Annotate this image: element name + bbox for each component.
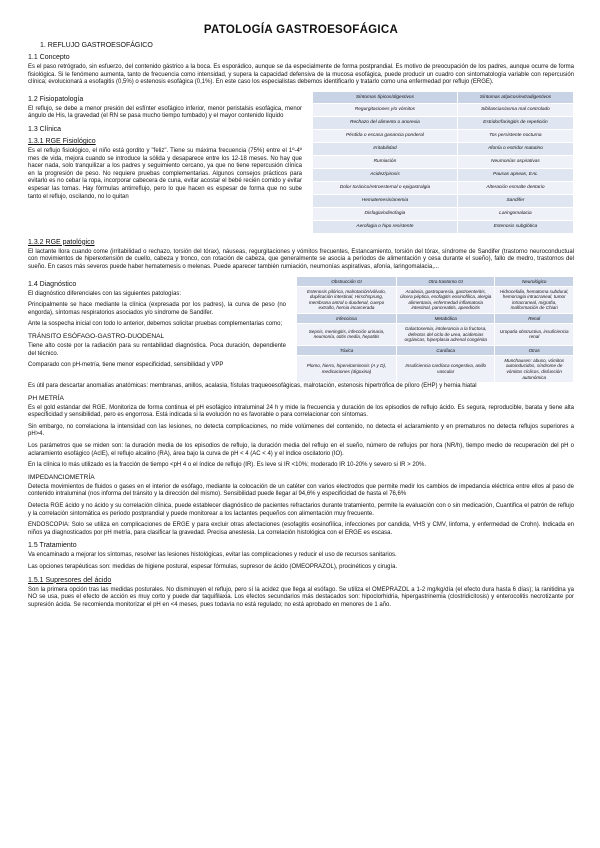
fisio-text-column bbox=[28, 91, 302, 234]
subsection-heading: 1.5 Tratamiento bbox=[28, 542, 77, 550]
table-row bbox=[313, 181, 574, 194]
paragraph: Va encaminado a mejorar los síntomas, resolver las lesiones histológicas, evitar las complicaciones y reducir el uso de recursos sanitarios. bbox=[28, 552, 397, 559]
table-row bbox=[313, 155, 574, 168]
table-row bbox=[313, 194, 574, 207]
table-cell: Uropatía obstructiva, insuficiencia renal bbox=[495, 323, 574, 345]
paragraph: Es el reflujo fisiológico, el niño está gordito y "feliz". Tiene su máxima frecuencia (75%) entre el 1º-4º mes de vida, mejora cuando se introduce la sólida y desaparece entre los 12-18 meses. No hay que hacer nada, solo tranquilizar a los padres y seguimiento cercano, ya que no tiene repercusión clínica en la progresión de peso. No requiere pruebas complementarias. Algunos consejos prácticos para evitarlo es no cebar la ropa, incorporar cabecera de cuna, evitar acostar el bebé recién comido y evitar espesar las tomas. Hay fórmulas antirreflujo, pero lo que hacen es espesar de forma que no sube tanto el reflujo, oscilando, no lo quitan bbox=[28, 147, 302, 200]
paragraph: Detecta RGE ácido y no ácido y su correlación clínica, puede establecer diagnóstico de pacientes refractarios durante tratamiento, permite la evaluación con o sin medicación, Cuantifica el patrón de reflujo y la correlación sintomática es periodo postprandial y puede monitorear a los lactantes pequeños con alimentación muy frecuente. bbox=[28, 503, 574, 517]
table-cell: Laringomalacia bbox=[457, 207, 573, 220]
table-row bbox=[313, 207, 574, 220]
table-cell: Alteración esmalte dentario bbox=[457, 181, 573, 194]
subsection-heading: 1.1 Concepto bbox=[28, 54, 70, 61]
table-cell: Sepsis, meningitis, infección urinaria, neumonía, otitis media, hepatitis bbox=[297, 323, 397, 345]
subsection-heading: 1.5.1 Supresores del ácido bbox=[28, 576, 112, 584]
paragraph: Los parámetros que se miden son: la duración media de los episodios de reflujo, la duración media del reflujo en el sueño, número de reflujos por hora (NR/h), tiempo medio de recuperación del pH o aclaramiento esofágico (AclE), el reflujo alcalino (RA), área bajo la curva de pH < 4 (AC < 4) y el índice oscilatorio (IO). bbox=[28, 443, 574, 457]
paragraph: Es el gold estándar del RGE. Monitoriza de forma continua el pH esofágico intraluminal 24 h y mide la frecuencia y duración de los episodios de reflujo ácido. Es segura, reproducible, barata y tiene alta especificidad y sensibilidad, pero es engorrosa. Está indicada si la evolución no es favorable o para correlacionar con síntomas. bbox=[28, 404, 574, 419]
table-row bbox=[313, 220, 574, 233]
table-cell: Disfagia/odinofagia bbox=[313, 207, 458, 220]
table-header-cell: Metabólica bbox=[397, 313, 495, 323]
table-cell: Sibilancias/asma mal controlado bbox=[457, 103, 573, 116]
dx-row bbox=[28, 276, 574, 384]
paragraph: Comparado con pH-metría, tiene menor especificidad, sensibilidad y VPP bbox=[28, 362, 224, 369]
table-header-cell: Cardíaca bbox=[397, 345, 495, 355]
paragraph: Tiene alto coste por la radiación para su rentabilidad diagnóstica. Poca duración, dependiente del técnico. bbox=[28, 342, 286, 357]
table-cell: Acidez/pirosis bbox=[313, 168, 458, 181]
paragraph: El reflujo, se debe a menor presión del esfínter esofágico inferior, menor peristalsis esofágica, menor ángulo de His, la gravedad (el RN se pasa mucho tiempo tumbado) y el mayor contenido líquido bbox=[28, 105, 302, 120]
table-row bbox=[297, 355, 574, 382]
paragraph: Detecta movimientos de fluidos o gases en el interior de esófago, mediante la colocación de un catéter con varios electrodos que permite medir los cambios de impedancia eléctrica entre ellos al paso de contenido intraluminal (nos informa del tránsito y la dirección del mismo). Sensibilidad puede llegar al 94,6% y especificidad de hasta el 76,6% bbox=[28, 483, 574, 498]
paragraph: Ante la sospecha inicial con todo lo anterior, debemos solicitar pruebas complementarias como; bbox=[28, 321, 283, 328]
table-cell: Afonía o estridor matutino bbox=[457, 142, 573, 155]
table-header-cell: Otras bbox=[495, 345, 574, 355]
table-cell: Galactosemia, intolerancia a la fructosa, defectos del ciclo de urea, acidemias orgánicas, hiperplasia adrenal congénita bbox=[397, 323, 495, 345]
table-cell: Estridor/faringitis de repetición bbox=[457, 116, 573, 129]
table-cell: Plomo, hierro, hipervitaminosis (A y D), medicaciones (digoxina) bbox=[297, 355, 397, 382]
table-header-cell: Obstrucción GI bbox=[297, 276, 397, 286]
table-header-row bbox=[297, 345, 574, 355]
table-header-cell: Síntomas típicos/digestivos bbox=[313, 91, 458, 103]
table-row bbox=[313, 116, 574, 129]
table-header-cell: Infecciosa bbox=[297, 313, 397, 323]
table-cell: Estenosis pilórica, malrotación/vólvulo, duplicación intestinal, Hirschsprung, membrana antral o duodenal, cuerpo extraño, hernia incarcerada bbox=[297, 286, 397, 313]
differential-table bbox=[296, 276, 574, 384]
paragraph: ENDOSCOPIA: Solo se utiliza en complicaciones de ERGE y para excluir otras afectaciones (esofagitis eosinofílica, infecciones por candida, VHS y CMV, linfoma, y enfermedad de Crohn). Indicada en niños ya diagnosticados por pH metría, para clasificar la gravedad. Precisa anestesia. La correlación histológica con el ERGE es escasa. bbox=[28, 522, 574, 536]
paragraph: Sin embargo, no correlaciona la intensidad con las lesiones, no detecta complicaciones, no mide volúmenes del contenido, no detecta el aclaramiento y en prematuros no detecta reflujos superiores a pH>4. bbox=[28, 423, 574, 438]
document-page bbox=[28, 24, 574, 613]
symptoms-table bbox=[312, 91, 574, 234]
table-row bbox=[313, 103, 574, 116]
caption-heading: IMPEDANCIOMETRÍA bbox=[28, 473, 95, 481]
caption-heading: PH METRÍA bbox=[28, 394, 64, 402]
subsection-heading: 1.3 Clínica bbox=[28, 125, 62, 133]
table-cell: Pérdida o escasa ganancia ponderal bbox=[313, 129, 458, 142]
table-cell: Aerofagia o hipo resistente bbox=[313, 220, 458, 233]
table-cell: Irritabilidad bbox=[313, 142, 458, 155]
table-cell: Rumiación bbox=[313, 155, 458, 168]
subsection-heading: 1.2 Fisiopatología bbox=[28, 95, 84, 103]
paragraph: Es el paso retrógrado, sin esfuerzo, del contenido gástrico a la boca. Es esporádico, aunque se da especialmente de forma postprandial. Es motivo de preocupación de los padres, aunque ocurre de forma fisiológica. Si le fenómeno aumenta, tanto de frecuencia como intensidad, y supera la capacidad defensiva de la mucosa esofágica, puede producir un cuadro con sintomatología variable con repercusión clínica; evolucionará a esofagitis (0,5%) o estenosis esofágica (0,1%). En este caso los especialistas debemos identificarlo y tratarlo como una enfermedad por reflujo (ERGE). bbox=[28, 64, 574, 86]
table-cell: Hematemesis/anemia bbox=[313, 194, 458, 207]
table-cell: Insuficiencia cardíaca congestiva, anillo vascular bbox=[397, 355, 495, 382]
table-row bbox=[313, 142, 574, 155]
table-cell: Regurgitaciones y/o vómitos bbox=[313, 103, 458, 116]
paragraph: Las opciones terapéuticas son: medidas de higiene postural, espesar fórmulas, supresor de ácido (OMEOPRAZOL), procinéticos y cirugía. bbox=[28, 564, 398, 570]
table-cell: Hidrocefalia, hematoma subdural, hemorragia intracraneal, tumor intracraneal, migraña, malformación de Chiari bbox=[495, 286, 574, 313]
paragraph: Es útil para descartar anomalías anatómicas: membranas, anillos, acalasia, fístulas traqueoesofágicas, malrotación, estenosis hipertrófica de píloro (EHP) y hernia hiatal bbox=[28, 383, 477, 390]
page-title: PATOLOGÍA GASTROESOFÁGICA bbox=[203, 24, 399, 36]
table-header-cell: Otra trastorno GI bbox=[397, 276, 495, 286]
table-header-cell: Renal bbox=[495, 313, 574, 323]
paragraph: En la clínica lo más utilizado es la fracción de tiempo <pH 4 o el índice de reflujo (IR). Es leve si IR <10%; moderado IR 10-20% y severo si IR > 20%. bbox=[28, 462, 427, 469]
table-row bbox=[297, 323, 574, 345]
paragraph: El lactante llora cuando come (irritabilidad o rechazo, torsión del tórax), náuseas, regurgitaciones y vómitos frecuentes, Estancamiento, torsión del tórax, síndrome de Sandifer (trastorno neuroconductual con movimientos de hiperextensión de cuello, cabeza y tronco, con rotación de cabeza, que generalmente se asocia a períodos de alimentación y cesa durante el sueño), fallo de medro, trastornos del sueño. En casos más severos puede haber hematemesis o melenas. Puede aparecer también rumiación, neumonías aspirativas, afonía, laringomalacia,... bbox=[28, 248, 574, 270]
table-row bbox=[313, 168, 574, 181]
table-cell: Munchausen: abuso, vómitos autoinducidos, síndrome de vómitos cíclicos, disfunción autonómica bbox=[495, 355, 574, 382]
table-row bbox=[297, 286, 574, 313]
table-cell: Rechazo del alimento o anorexia bbox=[313, 116, 458, 129]
paragraph: Principalmente se hace mediante la clínica (expresada por los padres), la curva de peso (no engorda), síntomas respiratorios asociados y/o síndrome de Sandifer. bbox=[28, 302, 286, 316]
caption-heading: TRÁNSITO ESÓFAGO-GASTRO-DUODENAL bbox=[28, 332, 165, 340]
section-heading: 1. REFLUJO GASTROESOFÁGICO bbox=[40, 42, 153, 49]
table-cell: Pausas apneas, EAL bbox=[457, 168, 573, 181]
table-header-cell: Tóxica bbox=[297, 345, 397, 355]
table-cell: Estenosis subglótica bbox=[457, 220, 573, 233]
table-header-row bbox=[297, 276, 574, 286]
table-cell: Neumonías aspirativas bbox=[457, 155, 573, 168]
table-cell: Dolor torácico/retroesternal o epigastralgia bbox=[313, 181, 458, 194]
table-header-cell: Síntomas atípicos/extradigestivos bbox=[457, 91, 573, 103]
fisio-row bbox=[28, 91, 574, 234]
table-header-cell: Neurológico bbox=[495, 276, 574, 286]
table-header-row bbox=[297, 313, 574, 323]
table-cell: Acalasia, gastroparesia, gastroenteritis, úlcera péptica, esofagitis eosinofílica, alergia alimentaria, enfermedad inflamatoria intestinal, pancreatitis, apendicitis bbox=[397, 286, 495, 313]
paragraph: El diagnóstico diferenciales con las siguientes patologías: bbox=[28, 290, 182, 297]
paragraph: Son la primera opción tras las medidas posturales. No disminuyen el reflujo, pero sí la acidez que llega al esófago. Se utiliza el OMEPRAZOL a 1-2 mg/kg/día (el efecto dura hasta 6 días); la ranitidina ya NO se usa, pues el efecto de acción es muy corto y puede dar taquifilaxia. Los efectos secundarios más destacados son: hipoclorhidria, hipergastrinemia (clostridicitosis) y enterocolitis necrotizante por supresión ácida. Se recomienda monitorizar el pH en <4 meses, pues todavía no está regulado; no está aprobado en menores de 1 año. bbox=[28, 586, 574, 608]
subsection-heading: 1.3.2 RGE patológico bbox=[28, 238, 95, 246]
table-cell: Sandifer bbox=[457, 194, 573, 207]
table-cell: Tos persistente nocturna bbox=[457, 129, 573, 142]
table-row bbox=[313, 129, 574, 142]
dx-text-column bbox=[28, 276, 286, 384]
subsection-heading: 1.4 Diagnóstico bbox=[28, 280, 77, 288]
subsection-heading: 1.3.1 RGE Fisiológico bbox=[28, 137, 96, 145]
